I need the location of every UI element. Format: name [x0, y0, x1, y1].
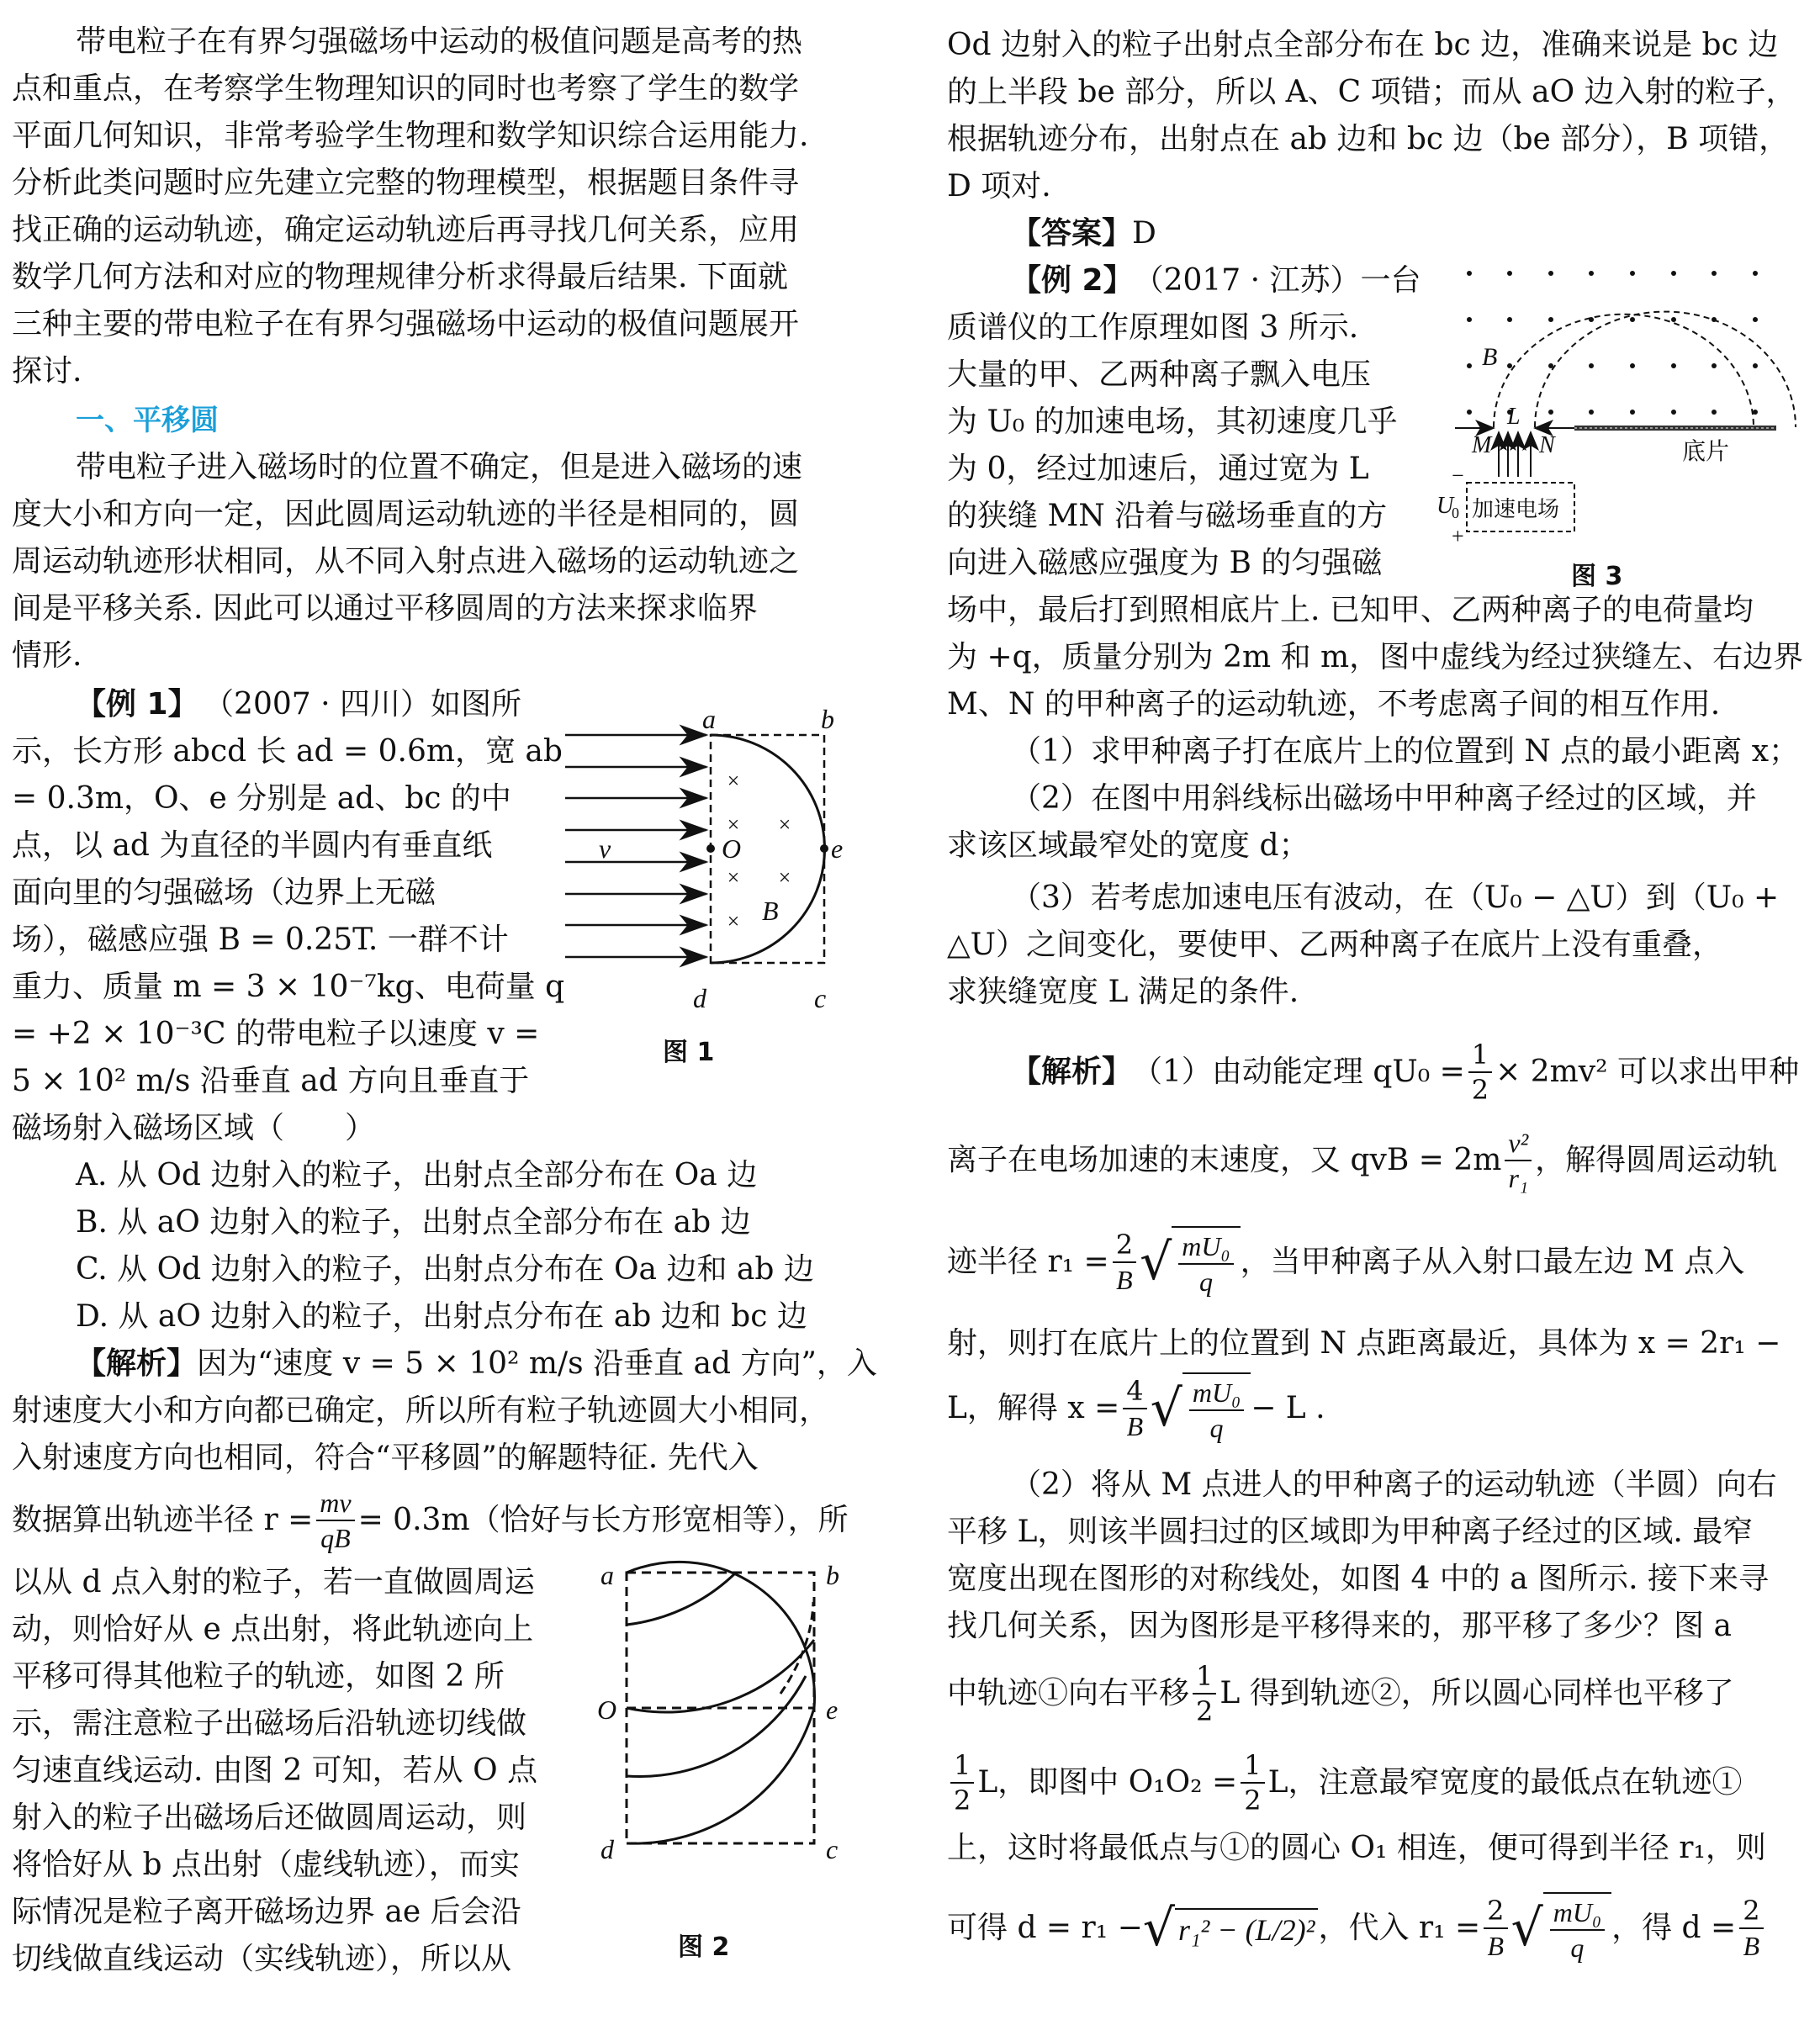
field-dot — [1467, 363, 1472, 368]
continue-line: 射入的粒子出磁场后还做圆周运动，则 — [12, 1800, 527, 1835]
fraction-num: 2 — [1484, 1894, 1507, 1929]
fraction-den: q — [1570, 1932, 1585, 1963]
cross-symbol: × — [727, 812, 740, 837]
fraction-num: 2 — [1113, 1228, 1136, 1263]
label-O: O — [597, 1695, 617, 1725]
field-dot — [1507, 317, 1512, 322]
solution-text: L 得到轨迹②，所以圆心同样也平移了 — [1220, 1676, 1734, 1710]
field-dot — [1671, 410, 1676, 415]
continued-line: 的上半段 be 部分，所以 A、C 项错；而从 aO 边入射的粒子， — [947, 75, 1796, 109]
intro-line: 探讨. — [12, 354, 82, 389]
example1-line: 场），磁感应强 B = 0.25T. 一群不计 — [12, 923, 509, 957]
trajectory-shift-1 — [627, 1676, 806, 1777]
solution-text: L，即图中 O₁O₂ = — [977, 1765, 1238, 1800]
fraction-num: 1 — [950, 1748, 974, 1784]
label-c: c — [826, 1834, 839, 1864]
field-dot — [1589, 271, 1594, 276]
solution-p2-line: 找几何关系，因为图形是平移得来的，那平移了多少？图 a — [947, 1609, 1732, 1643]
fraction-num: 1 — [1241, 1748, 1264, 1784]
field-dot — [1671, 317, 1676, 322]
solution-line-5 — [947, 1371, 1325, 1446]
fraction-den: 2 — [1244, 1784, 1262, 1816]
fraction-num: 1 — [1193, 1659, 1216, 1695]
continue-line: 匀速直线运动. 由图 2 可知，若从 O 点 — [12, 1753, 538, 1788]
label-B: B — [762, 896, 779, 926]
fraction — [1505, 1126, 1532, 1195]
continue-line: 切线做直线运动（实线轨迹），所以从 — [12, 1942, 512, 1976]
solution-line-4: 射，则打在底片上的位置到 N 点距离最近，具体为 x = 2r₁ − — [947, 1326, 1781, 1361]
fraction-den: B — [1743, 1931, 1760, 1961]
fraction-den: 2 — [1196, 1695, 1214, 1727]
solution-tag: 【解析】 — [1011, 1055, 1133, 1089]
square-root — [1151, 1372, 1251, 1445]
solution-p2-line: （2）将从 M 点进人的甲种离子的运动轨迹（半圆）向右 — [1011, 1467, 1777, 1502]
example2-line: 质谱仪的工作原理如图 3 所示. — [947, 310, 1359, 345]
example1-line: 磁场射入磁场区域（ ） — [12, 1111, 376, 1145]
figure-3-caption: 图 3 — [1571, 562, 1623, 591]
continue-line: 平移可得其他粒子的轨迹，如图 2 所 — [12, 1659, 505, 1694]
field-dot — [1548, 410, 1553, 415]
label-U0-subscript: 0 — [1452, 505, 1459, 521]
fraction-den: B — [1126, 1411, 1144, 1441]
field-dot — [1753, 317, 1758, 322]
radicand: r₁² − (L/2)² — [1175, 1908, 1318, 1948]
fraction-num: 4 — [1123, 1374, 1146, 1409]
question-2: （2）在图中用斜线标出磁场中甲种离子经过的区域，并 — [1011, 781, 1757, 816]
label-N: N — [1539, 432, 1555, 458]
fraction — [950, 1748, 974, 1817]
intro-line: 分析此类问题时应先建立完整的物理模型，根据题目条件寻 — [12, 166, 800, 200]
continue-line: 将恰好从 b 点出射（虚线轨迹），而实 — [12, 1848, 520, 1882]
radius-suffix: = 0.3m（恰好与长方形宽相等），所 — [357, 1503, 849, 1537]
figure-2 — [572, 1556, 891, 1909]
fraction-num: 1 — [1468, 1038, 1492, 1073]
field-dot — [1712, 363, 1717, 368]
label-v: v — [599, 833, 611, 864]
fraction-num: mU₀ — [1178, 1229, 1233, 1265]
example2-text: （2017 · 江苏）一台 — [1133, 263, 1421, 298]
cross-symbol: × — [778, 812, 791, 837]
label-B: B — [1482, 343, 1498, 371]
example1-line: 点，以 ad 为直径的半圆内有垂直纸 — [12, 828, 493, 863]
radical-sign-icon: √ — [1142, 1899, 1176, 1958]
continued-line: Od 边射入的粒子出射点全部分布在 bc 边，准确来说是 bc 边 — [947, 28, 1779, 62]
solution-p2-line: 平移 L，则该半圆扫过的区域即为甲种离子经过的区域. 最窄 — [947, 1515, 1754, 1549]
example1-line: = +2 × 10⁻³C 的带电粒子以速度 v = — [12, 1017, 540, 1051]
intro-line: 平面几何知识，非常考验学生物理和数学知识综合运用能力. — [12, 119, 809, 153]
section-line: 带电粒子进入磁场时的位置不确定，但是进入磁场的速 — [76, 450, 803, 484]
fraction-den: B — [1487, 1931, 1505, 1961]
option-a: A. 从 Od 边射入的粒子，出射点全部分布在 Oa 边 — [76, 1158, 758, 1192]
intro-line: 找正确的运动轨迹，确定运动轨迹后再寻找几何关系，应用 — [12, 213, 800, 247]
solution-text: （1）由动能定理 qU₀ = — [1132, 1055, 1465, 1089]
solution-line-1 — [947, 1039, 1800, 1106]
example2-full-line: 场中，最后打到照相底片上. 已知甲、乙两种离子的电荷量均 — [947, 593, 1754, 627]
field-dot — [1548, 271, 1553, 276]
radius-fraction — [316, 1486, 354, 1555]
fraction-num: mU₀ — [1550, 1895, 1605, 1931]
analysis-line: 入射速度方向也相同，符合“平移圆”的解题特征. 先代入 — [12, 1441, 759, 1475]
label-O: O — [722, 833, 742, 864]
cross-symbol: × — [778, 865, 791, 890]
intro-line: 数学几何方法和对应的物理规律分析求得最后结果. 下面就 — [12, 260, 788, 294]
fraction-den: 2 — [1471, 1074, 1489, 1106]
point-O — [706, 844, 715, 853]
fraction-den: B — [1116, 1265, 1133, 1295]
continue-line: 动，则恰好从 e 点出射，将此轨迹向上 — [12, 1612, 534, 1647]
fraction — [1468, 1038, 1492, 1107]
example2-line: 大量的甲、乙两种离子飘入电压 — [947, 357, 1372, 392]
label-b: b — [821, 704, 834, 734]
solution-line-3 — [947, 1224, 1744, 1300]
field-dot — [1589, 363, 1594, 368]
field-dot — [1467, 410, 1472, 415]
label-b: b — [826, 1560, 839, 1590]
figure-1 — [547, 698, 900, 1034]
solution-text: ，解得圆周运动轨 — [1535, 1143, 1778, 1177]
question-2-cont: 求该区域最窄处的宽度 d； — [947, 828, 1309, 863]
field-dot — [1630, 317, 1635, 322]
fraction — [1484, 1894, 1507, 1963]
radical-sign-icon: √ — [1140, 1233, 1172, 1292]
question-3: （3）若考虑加速电压有波动，在（U₀ − △U）到（U₀ + — [1011, 880, 1780, 915]
fraction — [1193, 1659, 1216, 1728]
label-e: e — [831, 833, 844, 864]
example2-line: 为 U₀ 的加速电场，其初速度几乎 — [947, 404, 1398, 439]
field-dot — [1507, 363, 1512, 368]
field-dot — [1630, 410, 1635, 415]
solution-text: × 2mv² 可以求出甲种 — [1495, 1055, 1800, 1089]
semicircle-boundary — [627, 1562, 814, 1708]
label-film: 底片 — [1682, 437, 1730, 465]
field-dot — [1712, 271, 1717, 276]
intro-line: 三种主要的带电粒子在有界匀强磁场中运动的极值问题展开 — [12, 307, 800, 341]
solution-text: L，解得 x = — [947, 1391, 1120, 1425]
solution-line-2 — [947, 1127, 1777, 1194]
fraction-num: mU₀ — [1189, 1376, 1244, 1411]
field-dot — [1753, 363, 1758, 368]
section-line: 间是平移关系. 因此可以通过平移圆周的方法来探求临界 — [12, 591, 758, 626]
analysis-tag: 【解析】 — [76, 1346, 198, 1381]
example1-line: 示，长方形 abcd 长 ad = 0.6m，宽 ab — [12, 734, 563, 769]
field-dots — [1467, 271, 1758, 415]
solution-p2-line: 宽度出现在图形的对称线处，如图 4 中的 a 图所示. 接下来寻 — [947, 1562, 1770, 1596]
field-dot — [1548, 317, 1553, 322]
question-3-cont: 求狭缝宽度 L 满足的条件. — [947, 975, 1299, 1009]
field-dot — [1589, 410, 1594, 415]
velocity-arrows — [565, 735, 706, 957]
analysis-text: 因为“速度 v = 5 × 10² m/s 沿垂直 ad 方向”，入 — [197, 1346, 877, 1381]
label-d: d — [693, 983, 706, 1013]
answer-value: D — [1132, 216, 1156, 251]
trajectory-top — [627, 1573, 736, 1625]
point-e — [820, 844, 828, 853]
trajectory-from-N — [1535, 312, 1796, 427]
question-1: （1）求甲种离子打在底片上的位置到 N 点的最小距离 x； — [1011, 734, 1800, 769]
solution-p2-line-5 — [947, 1660, 1734, 1727]
cross-symbol: × — [727, 865, 740, 890]
label-a: a — [702, 704, 716, 734]
solution-p2-line-8 — [947, 1890, 1767, 1966]
label-plus: + — [1452, 524, 1464, 548]
label-L: L — [1507, 404, 1521, 430]
fraction — [1739, 1894, 1763, 1963]
radius-formula-line — [12, 1488, 849, 1553]
example1-text: （2007 · 四川）如图所 — [204, 687, 521, 722]
answer-line — [947, 215, 1156, 252]
example2-line: 的狭缝 MN 沿着与磁场垂直的方 — [947, 499, 1388, 533]
label-minus: − — [1452, 463, 1464, 488]
intro-line: 点和重点，在考察学生物理知识的同时也考察了学生的数学 — [12, 71, 800, 106]
field-dot — [1712, 410, 1717, 415]
continue-line: 示，需注意粒子出磁场后沿轨迹切线做 — [12, 1706, 527, 1741]
section-line: 度大小和方向一定，因此圆周运动轨迹的半径是相同的，圆 — [12, 497, 800, 531]
solution-p2-line-7: 上，这时将最低点与①的圆心 O₁ 相连，便可得到半径 r₁，则 — [947, 1831, 1766, 1865]
solution-text: 迹半径 r₁ = — [947, 1245, 1109, 1279]
continue-line: 以从 d 点入射的粒子，若一直做圆周运 — [12, 1565, 535, 1599]
continued-line: 根据轨迹分布，出射点在 ab 边和 bc 边（be 部分），B 项错， — [947, 122, 1790, 156]
question-3-cont: △U）之间变化，要使甲、乙两种离子在底片上没有重叠， — [947, 928, 1723, 962]
radius-den: qB — [320, 1523, 351, 1553]
fraction-den: 2 — [954, 1784, 971, 1816]
fraction — [1123, 1374, 1146, 1443]
example2-line: 向进入磁感应强度为 B 的匀强磁 — [947, 546, 1383, 580]
option-c: C. 从 Od 边射入的粒子，出射点分布在 Oa 边和 ab 边 — [76, 1252, 814, 1287]
label-d: d — [600, 1834, 614, 1864]
square-root — [1140, 1226, 1241, 1298]
solution-p2-line-6 — [947, 1749, 1743, 1816]
example2-first-line — [947, 262, 1421, 299]
label-M: M — [1472, 432, 1492, 458]
solution-text: ，代入 r₁ = — [1318, 1911, 1481, 1945]
fraction-den: q — [1209, 1413, 1224, 1443]
solution-text: − L . — [1251, 1391, 1325, 1425]
cross-symbol: × — [727, 909, 740, 933]
radius-prefix: 数据算出轨迹半径 r = — [12, 1503, 314, 1537]
example2-line: 为 0，经过加速后，通过宽为 L — [947, 452, 1369, 486]
cross-symbol: × — [727, 769, 740, 793]
example1-line: = 0.3m，O、e 分别是 ad、bc 的中 — [12, 781, 511, 816]
fraction — [1241, 1748, 1264, 1817]
example1-line: 5 × 10² m/s 沿垂直 ad 方向且垂直于 — [12, 1064, 530, 1098]
field-dot — [1671, 271, 1676, 276]
label-U0: U — [1436, 493, 1454, 519]
answer-tag: 【答案】 — [1011, 216, 1133, 251]
example1-line: 重力、质量 m = 3 × 10⁻⁷kg、电荷量 q — [12, 970, 565, 1004]
example2-tag: 【例 2】 — [1011, 263, 1134, 298]
intro-line: 带电粒子在有界匀强磁场中运动的极值问题是高考的热 — [76, 24, 803, 59]
solution-text: ，得 d = — [1611, 1911, 1737, 1945]
solution-text: 可得 d = r₁ − — [947, 1911, 1143, 1945]
figure-2-caption: 图 2 — [678, 1932, 730, 1962]
figure-1-caption: 图 1 — [663, 1038, 715, 1067]
analysis-line: 射速度大小和方向都已确定，所以所有粒子轨迹圆大小相同， — [12, 1393, 830, 1428]
continued-line: D 项对. — [947, 169, 1051, 204]
fraction-num: v² — [1505, 1126, 1532, 1161]
section-line: 情形. — [12, 638, 82, 673]
solution-text: 离子在电场加速的末速度，又 qvB = 2m — [947, 1143, 1502, 1177]
example2-full-line: M、N 的甲种离子的运动轨迹，不考虑离子间的相互作用. — [947, 687, 1721, 722]
field-dot — [1507, 271, 1512, 276]
square-root — [1511, 1892, 1612, 1964]
radical-sign-icon: √ — [1510, 1899, 1543, 1958]
continue-line: 际情况是粒子离开磁场边界 ae 后会沿 — [12, 1895, 521, 1929]
label-c: c — [814, 983, 827, 1013]
fraction — [1113, 1228, 1136, 1297]
field-dot — [1753, 271, 1758, 276]
label-accelerating-field: 加速电场 — [1472, 497, 1560, 522]
field-dot — [1467, 271, 1472, 276]
example2-full-line: 为 +q，质量分别为 2m 和 m，图中虚线为经过狭缝左、右边界 — [947, 640, 1804, 674]
example1-first-line — [76, 686, 521, 723]
label-a: a — [600, 1560, 614, 1590]
fraction-den: r₁ — [1508, 1163, 1529, 1193]
example1-tag: 【例 1】 — [76, 687, 198, 722]
field-dot — [1671, 363, 1676, 368]
option-b: B. 从 aO 边射入的粒子，出射点全部分布在 ab 边 — [76, 1205, 751, 1240]
example1-line: 面向里的匀强磁场（边界上无磁 — [12, 875, 436, 910]
field-dot — [1467, 317, 1472, 322]
analysis-first-line — [12, 1346, 877, 1383]
option-d: D. 从 aO 边射入的粒子，出射点分布在 ab 边和 bc 边 — [76, 1299, 807, 1334]
solution-text: ，当甲种离子从入射口最左边 M 点入 — [1240, 1245, 1745, 1279]
radical-sign-icon: √ — [1150, 1379, 1182, 1438]
fraction-num: 2 — [1739, 1894, 1763, 1929]
fraction-den: q — [1198, 1266, 1213, 1297]
label-e: e — [826, 1695, 839, 1725]
section-line: 周运动轨迹形状相同，从不同入射点进入磁场的运动轨迹之 — [12, 544, 800, 579]
section-heading: 一、平移圆 — [76, 404, 219, 437]
solution-text: 中轨迹①向右平移 — [947, 1676, 1190, 1710]
square-root — [1142, 1899, 1319, 1958]
trajectory-from-O — [627, 1640, 814, 1712]
field-dot — [1630, 271, 1635, 276]
field-dot — [1630, 363, 1635, 368]
radius-num: mv — [316, 1486, 354, 1521]
solution-text: L，注意最窄宽度的最低点在轨迹① — [1267, 1765, 1743, 1800]
figure-3 — [1430, 252, 1820, 555]
